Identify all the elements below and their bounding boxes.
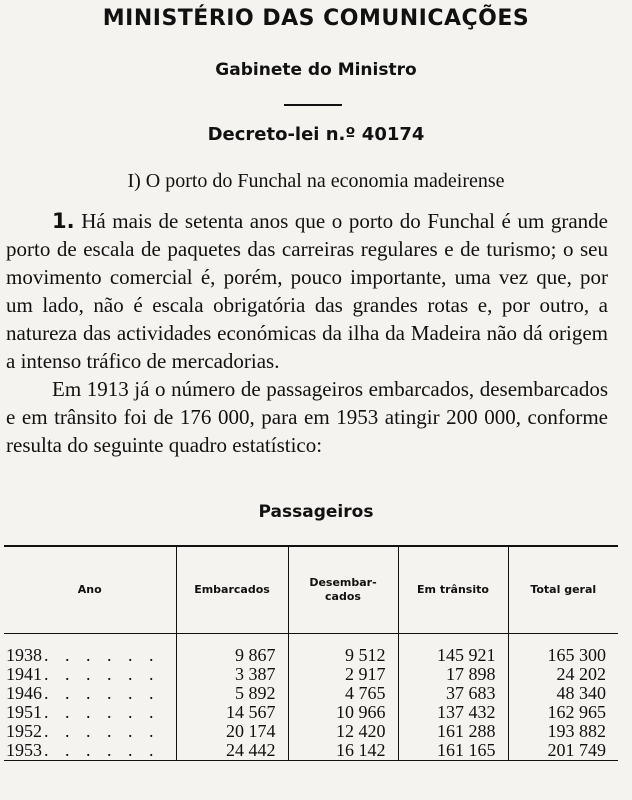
year-value: 1951 [6, 702, 42, 722]
cell-disembarked: 12 420 [288, 722, 398, 741]
col-header-embarked: Embarcados [176, 546, 288, 634]
year-value: 1941 [6, 664, 42, 684]
cell-embarked: 9 867 [176, 646, 288, 665]
cell-year [4, 665, 176, 684]
cell-total: 193 882 [508, 722, 618, 741]
cell-embarked: 14 567 [176, 703, 288, 722]
cabinet-subtitle: Gabinete do Ministro [215, 60, 417, 80]
col-header-disembarked-label: Desembar- cados [309, 576, 377, 603]
cell-year [4, 684, 176, 703]
col-header-disembarked [288, 546, 398, 634]
body-text [6, 207, 608, 459]
cell-transit: 137 432 [398, 703, 508, 722]
table-row [4, 684, 618, 703]
cell-disembarked: 10 966 [288, 703, 398, 722]
cell-total: 48 340 [508, 684, 618, 703]
table-row [4, 703, 618, 722]
cell-transit: 17 898 [398, 665, 508, 684]
table-title: Passageiros [258, 502, 374, 522]
cell-year [4, 646, 176, 665]
paragraph-1 [6, 207, 608, 375]
section-heading: I) O porto do Funchal na economia madeirense [127, 170, 505, 192]
decree-title: Decreto-lei n.º 40174 [207, 124, 425, 145]
cell-embarked: 3 387 [176, 665, 288, 684]
col-header-year: Ano [4, 546, 176, 634]
cell-year [4, 703, 176, 722]
cell-disembarked: 4 765 [288, 684, 398, 703]
col-header-total: Total geral [508, 546, 618, 634]
year-value: 1946 [6, 683, 42, 703]
cell-total: 162 965 [508, 703, 618, 722]
year-value: 1953 [6, 740, 42, 760]
leader-dots: . . . . . . [44, 664, 160, 684]
table-header-row [4, 546, 618, 634]
cell-transit: 145 921 [398, 646, 508, 665]
cell-total: 24 202 [508, 665, 618, 684]
leader-dots: . . . . . . [44, 721, 160, 741]
title-divider [284, 104, 342, 106]
passengers-table [4, 545, 618, 761]
paragraph-2 [6, 375, 608, 459]
cell-embarked: 5 892 [176, 684, 288, 703]
year-value: 1952 [6, 721, 42, 741]
leader-dots: . . . . . . [44, 702, 160, 722]
paragraph-number: 1. [52, 209, 75, 233]
cell-disembarked: 16 142 [288, 741, 398, 761]
cell-total: 165 300 [508, 646, 618, 665]
cell-transit: 161 165 [398, 741, 508, 761]
leader-dots: . . . . . . [44, 683, 160, 703]
table-row [4, 665, 618, 684]
ministry-title: MINISTÉRIO DAS COMUNICAÇÕES [102, 6, 530, 31]
cell-embarked: 24 442 [176, 741, 288, 761]
cell-embarked: 20 174 [176, 722, 288, 741]
cell-transit: 161 288 [398, 722, 508, 741]
paragraph-1-text: Há mais de setenta anos que o porto do Funchal é um grande porto de escala de paquetes das carreiras regulares e de turismo; o seu movimento comercial é, porém, pouco importante, uma vez que, por um lado, não é escala obrigatória das grandes rotas e, por outro, a natureza das actividades económicas da ilha da Madeira não dá origem a intenso tráfico de mercadorias. [6, 209, 608, 373]
leader-dots: . . . . . . [44, 645, 160, 665]
cell-disembarked: 2 917 [288, 665, 398, 684]
cell-transit: 37 683 [398, 684, 508, 703]
leader-dots: . . . . . . [44, 740, 160, 760]
table-row [4, 646, 618, 665]
cell-total: 201 749 [508, 741, 618, 761]
col-header-transit: Em trânsito [398, 546, 508, 634]
year-value: 1938 [6, 645, 42, 665]
cell-disembarked: 9 512 [288, 646, 398, 665]
table-row [4, 722, 618, 741]
cell-year [4, 722, 176, 741]
paragraph-2-text: Em 1913 já o número de passageiros embarcados, desembarcados e em trânsito foi de 176 000, para em 1953 atingir 200 000, conforme resulta do seguinte quadro estatístico: [6, 377, 608, 457]
table-row [4, 741, 618, 761]
cell-year [4, 741, 176, 761]
